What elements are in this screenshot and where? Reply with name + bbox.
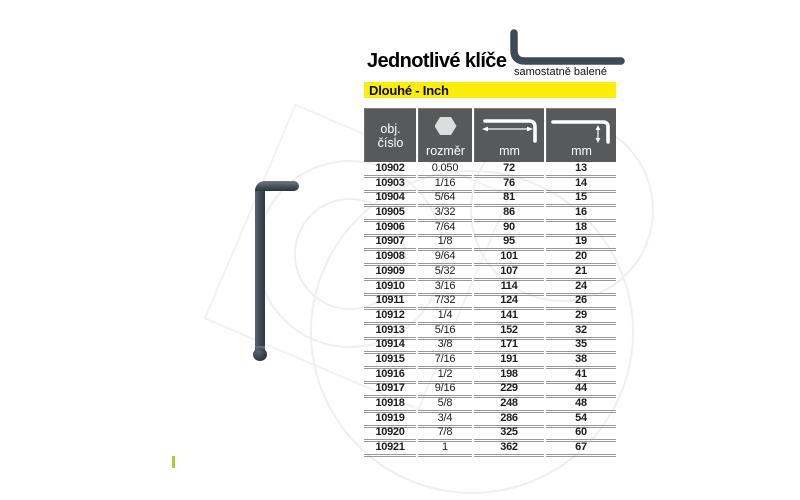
table-row <box>364 221 616 236</box>
header-obj-cislo <box>364 108 416 162</box>
section-header <box>364 82 616 98</box>
cell-long-arm-mm: 198 <box>474 368 544 384</box>
cell-rozmer: 1/2 <box>418 368 472 384</box>
header-long-arm-mm <box>474 108 544 162</box>
cell-short-arm-mm: 67 <box>546 441 616 457</box>
cell-short-arm-mm: 48 <box>546 397 616 413</box>
cell-long-arm-mm: 124 <box>474 294 544 310</box>
cell-obj-cislo: 10911 <box>364 294 416 310</box>
header-long-mm-label: mm <box>499 144 520 158</box>
cell-rozmer: 3/8 <box>418 338 472 354</box>
cell-rozmer: 7/16 <box>418 353 472 369</box>
header-rozmer-label: rozměr <box>426 144 465 158</box>
table-row <box>364 177 616 192</box>
cell-short-arm-mm: 20 <box>546 250 616 266</box>
cell-rozmer: 7/8 <box>418 426 472 442</box>
cell-short-arm-mm: 35 <box>546 338 616 354</box>
cell-rozmer: 9/64 <box>418 250 472 266</box>
cell-obj-cislo: 10914 <box>364 338 416 354</box>
cell-rozmer: 1/4 <box>418 309 472 325</box>
cell-rozmer: 3/4 <box>418 412 472 428</box>
table-row <box>364 324 616 339</box>
cell-long-arm-mm: 325 <box>474 426 544 442</box>
cell-short-arm-mm: 60 <box>546 426 616 442</box>
cell-short-arm-mm: 29 <box>546 309 616 325</box>
header-rozmer <box>418 108 472 162</box>
cell-rozmer: 3/16 <box>418 280 472 296</box>
page-edge-mark <box>172 456 175 468</box>
key-ball-end <box>253 348 267 361</box>
cell-obj-cislo: 10917 <box>364 382 416 398</box>
key-shaft <box>255 181 265 351</box>
cell-long-arm-mm: 101 <box>474 250 544 266</box>
cell-short-arm-mm: 14 <box>546 177 616 193</box>
cell-short-arm-mm: 21 <box>546 265 616 281</box>
hex-socket-icon <box>435 117 457 135</box>
table-row <box>364 338 616 353</box>
cell-short-arm-mm: 16 <box>546 206 616 222</box>
cell-rozmer: 5/64 <box>418 191 472 207</box>
hex-key-outline-icon <box>503 28 628 70</box>
table-body <box>364 162 616 456</box>
page-title: Jednotlivé klíče <box>367 50 507 72</box>
header-short-mm-label: mm <box>571 144 592 158</box>
cell-rozmer: 1/8 <box>418 235 472 251</box>
cell-rozmer: 9/16 <box>418 382 472 398</box>
key-short-arm-length-icon <box>551 116 613 144</box>
cell-obj-cislo: 10902 <box>364 162 416 178</box>
cell-short-arm-mm: 13 <box>546 162 616 178</box>
header-obj-line2: číslo <box>377 135 404 150</box>
cell-short-arm-mm: 18 <box>546 221 616 237</box>
cell-short-arm-mm: 26 <box>546 294 616 310</box>
cell-short-arm-mm: 32 <box>546 324 616 340</box>
cell-long-arm-mm: 114 <box>474 280 544 296</box>
table-row <box>364 382 616 397</box>
cell-short-arm-mm: 54 <box>546 412 616 428</box>
cell-obj-cislo: 10907 <box>364 235 416 251</box>
table-row <box>364 441 616 456</box>
key-long-arm-length-icon <box>482 116 538 143</box>
cell-obj-cislo: 10909 <box>364 265 416 281</box>
cell-rozmer: 0.050 <box>418 162 472 178</box>
cell-long-arm-mm: 95 <box>474 235 544 251</box>
cell-short-arm-mm: 38 <box>546 353 616 369</box>
cell-obj-cislo: 10908 <box>364 250 416 266</box>
table-row <box>364 162 616 177</box>
table-row <box>364 412 616 427</box>
cell-long-arm-mm: 86 <box>474 206 544 222</box>
cell-obj-cislo: 10915 <box>364 353 416 369</box>
cell-long-arm-mm: 152 <box>474 324 544 340</box>
table-row <box>364 353 616 368</box>
cell-short-arm-mm: 24 <box>546 280 616 296</box>
cell-obj-cislo: 10904 <box>364 191 416 207</box>
cell-long-arm-mm: 362 <box>474 441 544 457</box>
cell-rozmer: 5/8 <box>418 397 472 413</box>
cell-long-arm-mm: 90 <box>474 221 544 237</box>
cell-long-arm-mm: 107 <box>474 265 544 281</box>
key-short-arm <box>255 181 299 191</box>
cell-long-arm-mm: 81 <box>474 191 544 207</box>
cell-rozmer: 1 <box>418 441 472 457</box>
cell-rozmer: 5/32 <box>418 265 472 281</box>
cell-rozmer: 1/16 <box>418 177 472 193</box>
cell-long-arm-mm: 229 <box>474 382 544 398</box>
cell-rozmer: 7/32 <box>418 294 472 310</box>
table-row <box>364 206 616 221</box>
table-row <box>364 309 616 324</box>
header-obj-line1: obj. <box>380 121 401 136</box>
cell-obj-cislo: 10903 <box>364 177 416 193</box>
cell-long-arm-mm: 191 <box>474 353 544 369</box>
cell-obj-cislo: 10920 <box>364 426 416 442</box>
header-short-arm-mm <box>546 108 616 162</box>
cell-obj-cislo: 10916 <box>364 368 416 384</box>
cell-obj-cislo: 10912 <box>364 309 416 325</box>
cell-obj-cislo: 10919 <box>364 412 416 428</box>
table-row <box>364 280 616 295</box>
table-row <box>364 235 616 250</box>
table-row <box>364 426 616 441</box>
cell-rozmer: 3/32 <box>418 206 472 222</box>
table-row <box>364 368 616 383</box>
cell-obj-cislo: 10910 <box>364 280 416 296</box>
cell-long-arm-mm: 141 <box>474 309 544 325</box>
cell-long-arm-mm: 286 <box>474 412 544 428</box>
section-header-label: Dlouhé - Inch <box>369 82 449 98</box>
table-header <box>364 108 616 162</box>
cell-obj-cislo: 10918 <box>364 397 416 413</box>
cell-short-arm-mm: 19 <box>546 235 616 251</box>
cell-long-arm-mm: 171 <box>474 338 544 354</box>
cell-long-arm-mm: 76 <box>474 177 544 193</box>
table-row <box>364 265 616 280</box>
cell-rozmer: 5/16 <box>418 324 472 340</box>
cell-obj-cislo: 10913 <box>364 324 416 340</box>
table-row <box>364 397 616 412</box>
cell-obj-cislo: 10921 <box>364 441 416 457</box>
cell-obj-cislo: 10906 <box>364 221 416 237</box>
table-row <box>364 191 616 206</box>
table-row <box>364 250 616 265</box>
cell-long-arm-mm: 72 <box>474 162 544 178</box>
cell-short-arm-mm: 41 <box>546 368 616 384</box>
cell-long-arm-mm: 248 <box>474 397 544 413</box>
cell-rozmer: 7/64 <box>418 221 472 237</box>
page-subtitle: samostatně balené <box>514 66 607 78</box>
table-row <box>364 294 616 309</box>
cell-short-arm-mm: 44 <box>546 382 616 398</box>
cell-short-arm-mm: 15 <box>546 191 616 207</box>
cell-obj-cislo: 10905 <box>364 206 416 222</box>
